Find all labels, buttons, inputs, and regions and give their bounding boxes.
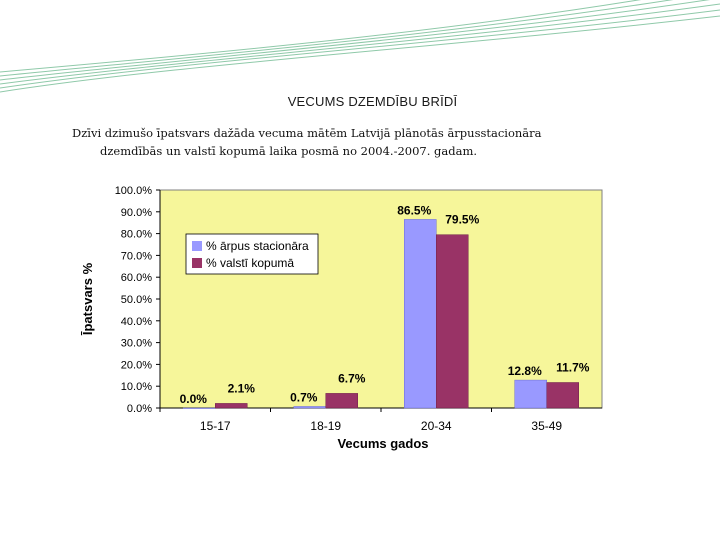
y-tick-label: 90.0% xyxy=(120,206,152,219)
bar-arpus-stacionara xyxy=(404,219,436,408)
legend-swatch xyxy=(192,241,202,251)
slide-subtitle xyxy=(72,124,632,160)
y-tick-label: 70.0% xyxy=(120,250,152,263)
x-tick-label: 20-34 xyxy=(420,419,452,433)
y-tick-label: 100.0% xyxy=(114,185,152,197)
data-label: 12.8% xyxy=(507,364,542,379)
bar-arpus-stacionara xyxy=(183,408,215,409)
y-tick-label: 80.0% xyxy=(120,228,152,241)
bar-arpus-stacionara xyxy=(515,380,547,408)
bar-valsti-kopuma xyxy=(215,403,247,408)
slide-title: VECUMS DZEMDĪBU BRĪDĪ xyxy=(287,94,458,109)
bar-arpus-stacionara xyxy=(294,406,326,408)
subtitle-line-1: Dzīvi dzimušo īpatsvars dažāda vecuma mātēm Latvijā plānotās ārpusstacionāra xyxy=(72,126,542,140)
data-label: 0.0% xyxy=(179,392,207,406)
x-tick-label: 15-17 xyxy=(199,419,231,433)
x-tick-label: 18-19 xyxy=(310,419,342,433)
y-tick-label: 60.0% xyxy=(120,272,152,285)
y-tick-label: 30.0% xyxy=(120,337,152,350)
data-label: 6.7% xyxy=(338,371,366,386)
y-tick-label: 10.0% xyxy=(120,381,152,394)
y-tick-label: 0.0% xyxy=(126,403,152,415)
data-label: 86.5% xyxy=(397,203,432,218)
bar-chart xyxy=(70,178,610,458)
x-axis-title: Vecums gados xyxy=(337,436,429,451)
data-label: 0.7% xyxy=(290,390,318,405)
y-axis-title: Īpatsvars % xyxy=(80,262,95,336)
legend-swatch xyxy=(192,258,202,268)
y-tick-label: 50.0% xyxy=(120,294,152,306)
x-tick-label: 35-49 xyxy=(531,419,563,433)
y-tick-label: 20.0% xyxy=(120,359,152,372)
bar-valsti-kopuma xyxy=(436,235,468,408)
legend-label: % ārpus stacionāra xyxy=(206,239,309,253)
data-label: 11.7% xyxy=(556,360,590,375)
decorative-waves xyxy=(0,0,720,100)
bar-valsti-kopuma xyxy=(547,382,579,408)
legend-label: % valstī kopumā xyxy=(206,256,295,270)
data-label: 79.5% xyxy=(445,212,480,227)
subtitle-line-2: dzemdībās un valstī kopumā laika posmā no 2004.-2007. gadam. xyxy=(100,144,478,158)
bar-valsti-kopuma xyxy=(326,393,358,408)
data-label: 2.1% xyxy=(227,381,255,396)
y-tick-label: 40.0% xyxy=(120,315,152,328)
